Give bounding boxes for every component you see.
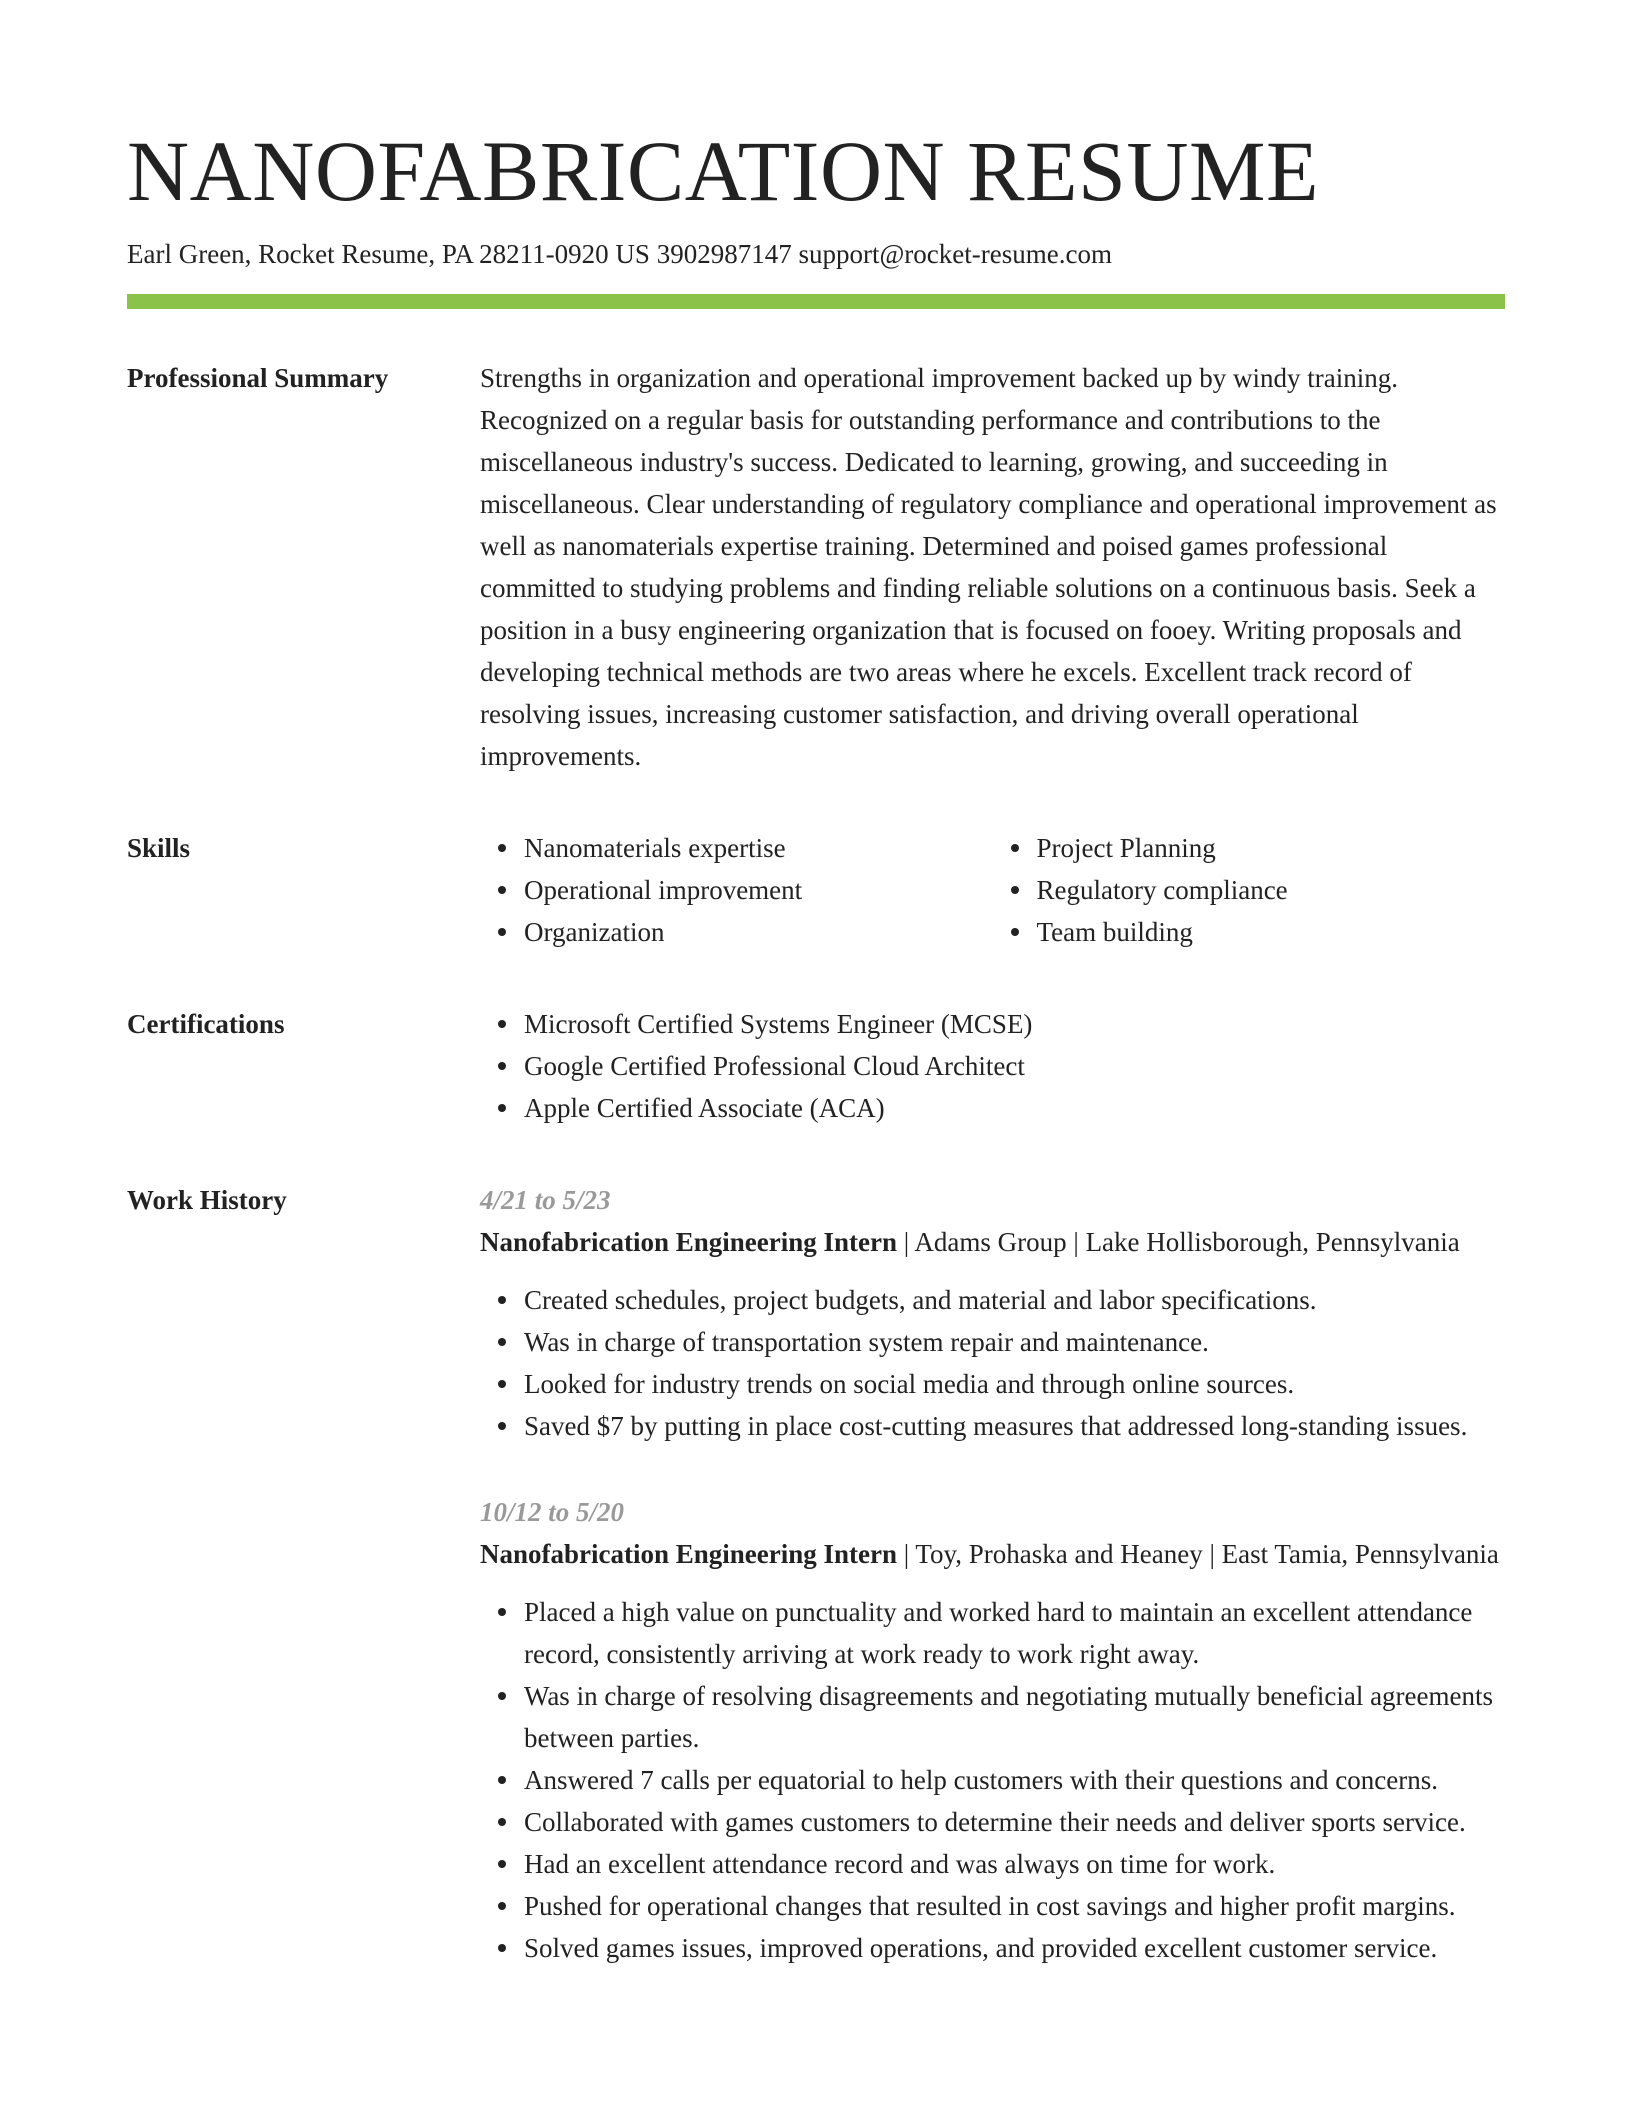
job-title: Nanofabrication Engineering Intern (480, 1227, 898, 1257)
job-heading (480, 1533, 1505, 1575)
job-bullet: Pushed for operational changes that resulted in cost savings and higher profit margins. (524, 1885, 1505, 1927)
job-bullet: Looked for industry trends on social media and through online sources. (524, 1363, 1505, 1405)
certification-item: Apple Certified Associate (ACA) (524, 1087, 1505, 1129)
job-bullet: Created schedules, project budgets, and material and labor specifications. (524, 1279, 1505, 1321)
job-entry (480, 1491, 1505, 1969)
contact-line: Earl Green, Rocket Resume, PA 28211-0920 US 3902987147 support@rocket-resume.com (127, 239, 1112, 269)
skill-item: Nanomaterials expertise (524, 827, 993, 869)
job-bullet: Placed a high value on punctuality and worked hard to maintain an excellent attendance record, consistently arriving at work ready to work right away. (524, 1591, 1505, 1675)
resume-title: NANOFABRICATION RESUME (127, 123, 1319, 219)
job-bullet: Answered 7 calls per equatorial to help customers with their questions and concerns. (524, 1759, 1505, 1801)
job-details: | Toy, Prohaska and Heaney | East Tamia, Pennsylvania (897, 1539, 1499, 1569)
section-label-skills: Skills (127, 833, 191, 863)
accent-divider (127, 294, 1505, 309)
summary-section (127, 357, 1505, 777)
skill-item: Team building (1037, 911, 1506, 953)
work-history-section (127, 1179, 1505, 2013)
skill-item: Regulatory compliance (1037, 869, 1506, 911)
job-bullet: Solved games issues, improved operations, and provided excellent customer service. (524, 1927, 1505, 1969)
certification-item: Google Certified Professional Cloud Architect (524, 1045, 1505, 1087)
job-bullets (480, 1591, 1505, 1969)
job-dates: 4/21 to 5/23 (480, 1185, 611, 1215)
skill-item: Operational improvement (524, 869, 993, 911)
skills-section (127, 827, 1505, 953)
job-bullet: Collaborated with games customers to determine their needs and deliver sports service. (524, 1801, 1505, 1843)
section-label-work-history: Work History (127, 1185, 287, 1215)
job-bullets (480, 1279, 1505, 1447)
job-details: | Adams Group | Lake Hollisborough, Pennsylvania (897, 1227, 1460, 1257)
job-heading (480, 1221, 1505, 1263)
job-bullet: Was in charge of transportation system repair and maintenance. (524, 1321, 1505, 1363)
skills-list-left (480, 827, 993, 953)
skill-item: Organization (524, 911, 993, 953)
job-bullet: Was in charge of resolving disagreements and negotiating mutually beneficial agreements between parties. (524, 1675, 1505, 1759)
certifications-section (127, 1003, 1505, 1129)
summary-text: Strengths in organization and operational improvement backed up by windy training. Recognized on a regular basis for outstanding performance and contributions to the miscellaneous industry's success. Dedicated to learning, growing, and succeeding in miscellaneous. Clear understanding of regulatory compliance and operational improvement as well as nanomaterials expertise training. Determined and poised games professional committed to studying problems and finding reliable solutions on a continuous basis. Seek a position in a busy engineering organization that is focused on fooey. Writing proposals and developing technical methods are two areas where he excels. Excellent track record of resolving issues, increasing customer satisfaction, and driving overall operational improvements. (480, 363, 1497, 771)
skill-item: Project Planning (1037, 827, 1506, 869)
job-title: Nanofabrication Engineering Intern (480, 1539, 898, 1569)
job-dates: 10/12 to 5/20 (480, 1497, 625, 1527)
job-bullet: Saved $7 by putting in place cost-cutting measures that addressed long-standing issues. (524, 1405, 1505, 1447)
certifications-list (480, 1003, 1505, 1129)
section-label-summary: Professional Summary (127, 363, 389, 393)
job-entry (480, 1179, 1505, 1447)
job-bullet: Had an excellent attendance record and was always on time for work. (524, 1843, 1505, 1885)
certification-item: Microsoft Certified Systems Engineer (MCSE) (524, 1003, 1505, 1045)
skills-list-right (993, 827, 1506, 953)
section-label-certifications: Certifications (127, 1009, 285, 1039)
